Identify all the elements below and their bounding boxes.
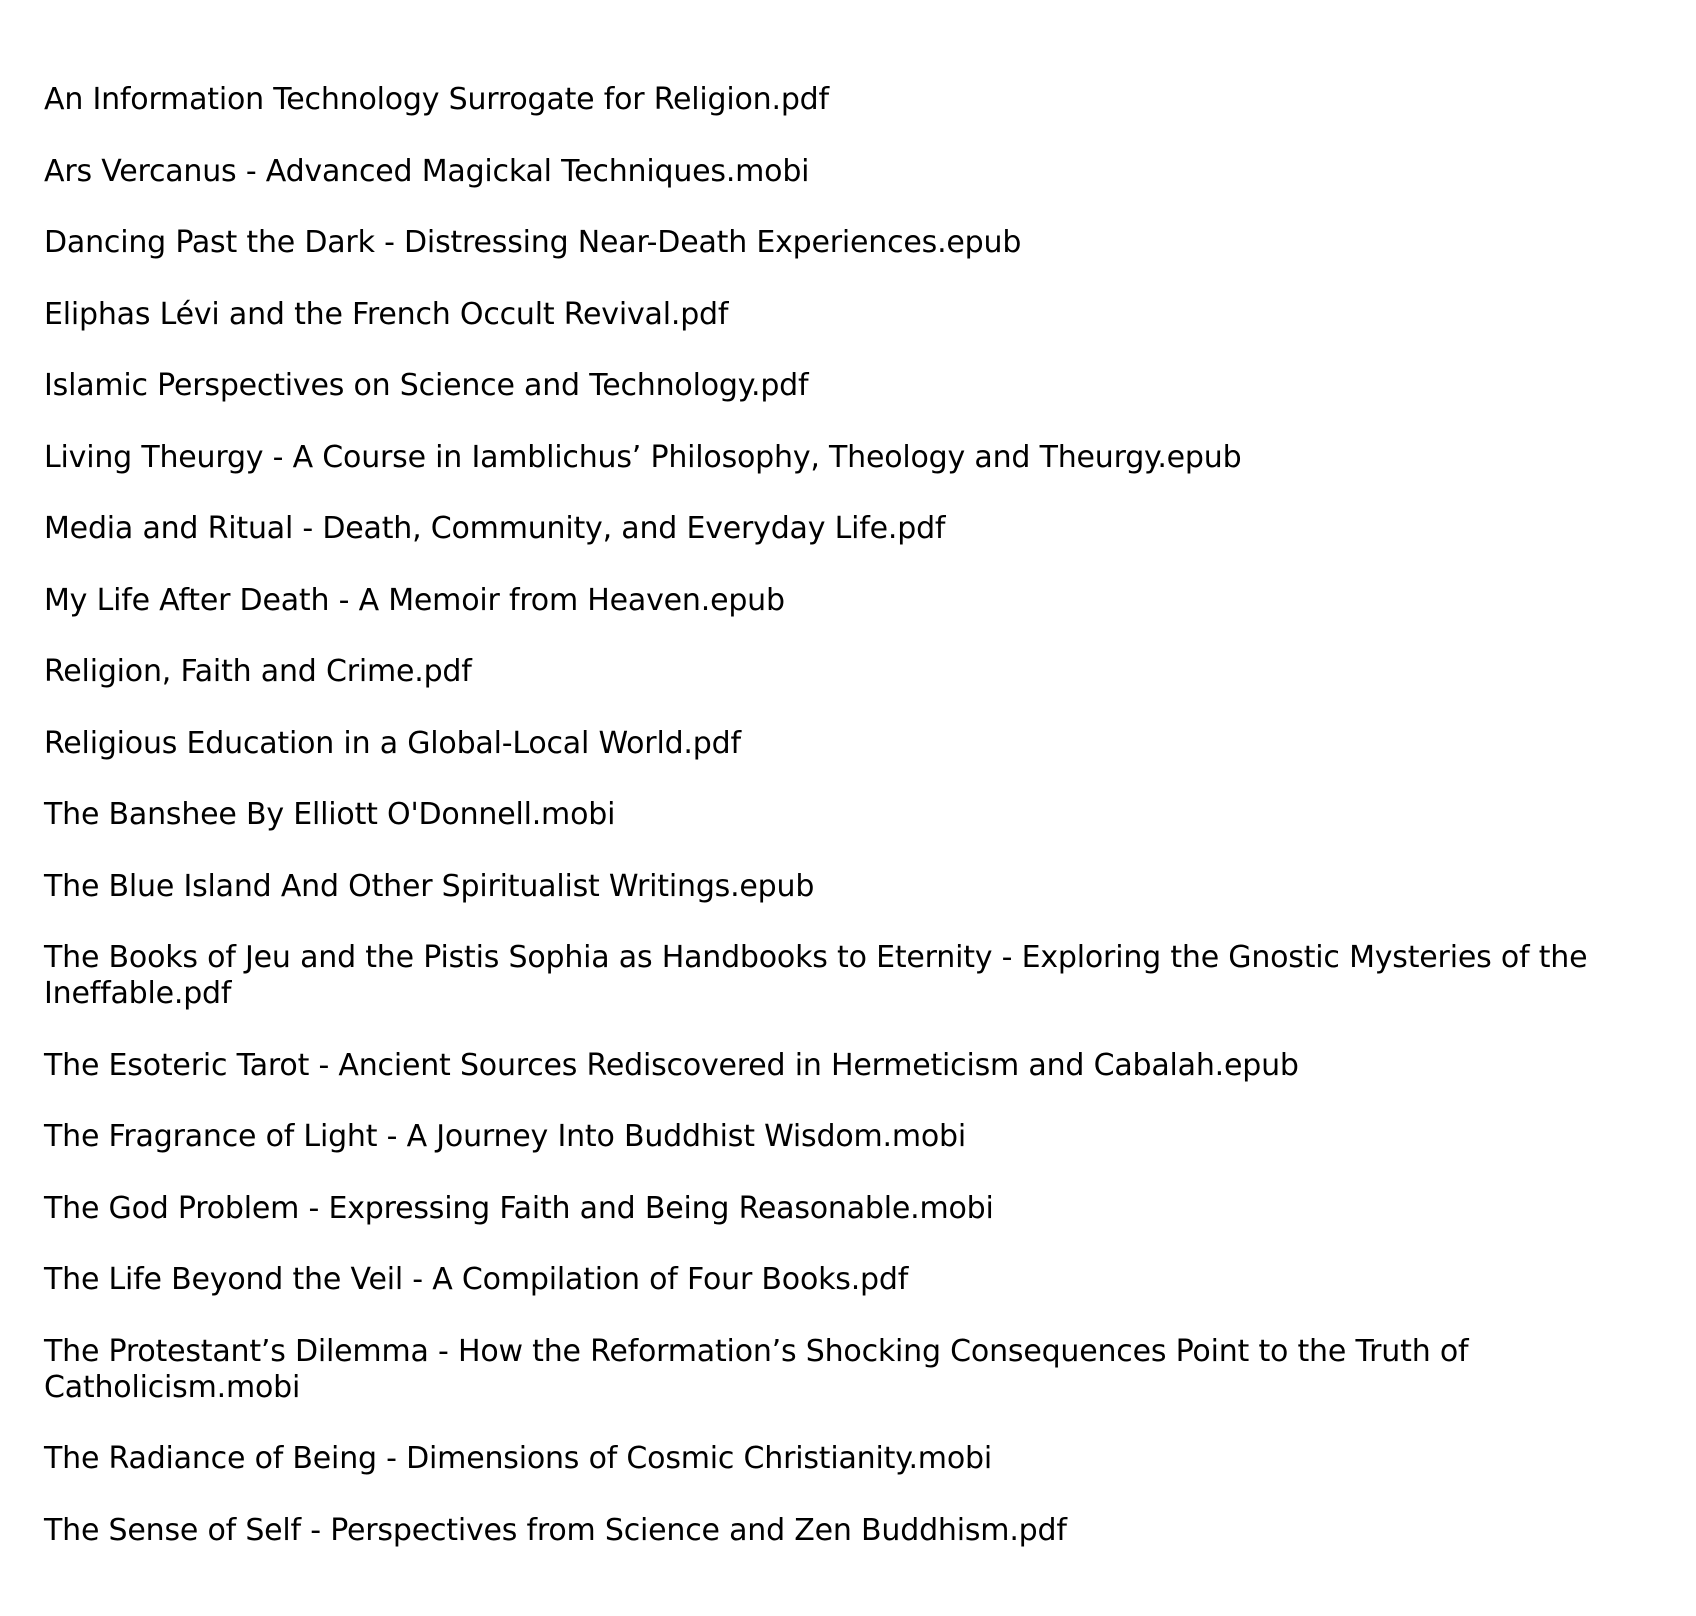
file-name: Islamic Perspectives on Science and Technology.pdf [44,368,809,403]
file-name: The Blue Island And Other Spiritualist Writings.epub [44,868,815,904]
file-name: My Life After Death - A Memoir from Heaven.epub [44,582,785,618]
file-name: An Information Technology Surrogate for Religion.pdf [44,82,829,117]
file-name: The Sense of Self - Perspectives from Science and Zen Buddhism.pdf [44,1512,1067,1548]
file-name: The God Problem - Expressing Faith and Being Reasonable.mobi [44,1190,994,1226]
file-name: The Banshee By Elliott O'Donnell.mobi [44,797,616,832]
file-name: The Fragrance of Light - A Journey Into Buddhist Wisdom.mobi [44,1119,966,1154]
file-name: Ars Vercanus - Advanced Magickal Techniques.mobi [44,153,810,189]
file-name: The Life Beyond the Veil - A Compilation of Four Books.pdf [44,1262,909,1297]
file-name: The Radiance of Being - Dimensions of Cosmic Christianity.mobi [44,1441,992,1476]
file-list [44,82,1624,1584]
file-name: Living Theurgy - A Course in Iamblichus’ Philosophy, Theology and Theurgy.epub [44,439,1242,475]
file-name: Religion, Faith and Crime.pdf [44,654,472,689]
file-name: Religious Education in a Global-Local World.pdf [44,725,741,761]
file-name: The Esoteric Tarot - Ancient Sources Rediscovered in Hermeticism and Cabalah.epub [44,1047,1299,1083]
file-name: The Protestant’s Dilemma - How the Reformation’s Shocking Consequences Point to the Truth of Catholicism.mobi [44,1333,1469,1405]
file-name: Dancing Past the Dark - Distressing Near-Death Experiences.epub [44,225,1022,260]
file-name: The Books of Jeu and the Pistis Sophia as Handbooks to Eternity - Exploring the Gnostic Mysteries of the Ineffable.pdf [44,940,1588,1011]
file-name: Eliphas Lévi and the French Occult Revival.pdf [44,296,729,332]
file-name: Media and Ritual - Death, Community, and Everyday Life.pdf [44,511,946,546]
